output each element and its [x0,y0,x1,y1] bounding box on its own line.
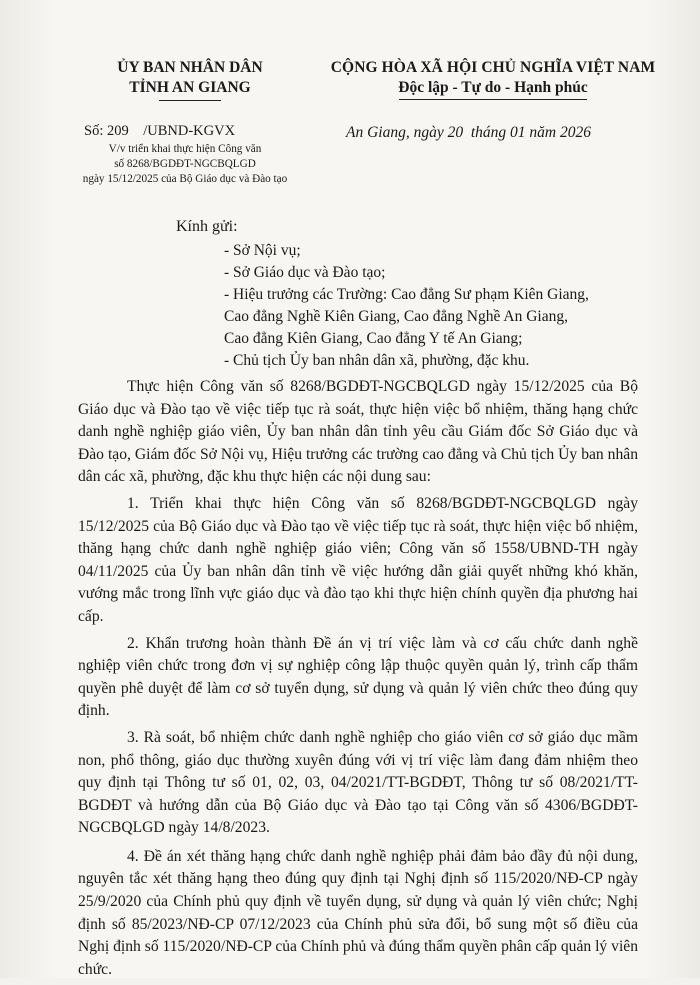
intro-paragraph: Thực hiện Công văn số 8268/BGDĐT-NGCBQLGD ngày 15/12/2025 của Bộ Giáo dục và Đào tạo về việc tiếp tục rà soát, thực hiện việc bổ nhiệm, thăng hạng chức danh nghề nghiệp giáo viên, Ủy ban nhân dân tỉnh yêu cầu Giám đốc Sở Giáo dục và Đào tạo, Giám đốc Sở Nội vụ, Hiệu trưởng các trường cao đẳng và Chủ tịch Ủy ban nhân dân các xã, phường, đặc khu thực hiện các nội dung sau: [78,378,638,486]
subject-line: ngày 15/12/2025 của Bộ Giáo dục và Đào tạo [82,173,288,185]
subject-line: số 8268/BGDĐT-NGCBQLGD [114,158,256,170]
document-number: Số: 209 /UBND-KGVX [84,123,236,139]
subject-block [60,142,310,187]
salutation: Kính gửi: [176,218,238,235]
subject-line: V/v triển khai thực hiện Công văn [108,143,262,155]
item-paragraph-3: 3. Rà soát, bổ nhiệm chức danh nghề nghiệp cho giáo viên cơ sở giáo dục mầm non, phổ thông, giáo dục thường xuyên đúng với vị trí việc làm đang đảm nhiệm theo quy định tại Thông tư số 01, 02, 03, 04/2021/TT-BGDĐT, Thông tư số 08/2021/TT-BGDĐT và hướng dẫn của Bộ Giáo dục và Đào tạo tại Công văn số 4306/BGDĐT-NGCBQLGD ngày 14/8/2023. [78,728,638,837]
item-paragraph-4: 4. Đề án xét thăng hạng chức danh nghề nghiệp phải đảm bảo đầy đủ nội dung, nguyên tắc xét thăng hạng theo đúng quy định tại Nghị định số 115/2020/NĐ-CP ngày 25/9/2020 của Chính phủ quy định về tuyển dụng, sử dụng và quản lý viên chức; Nghị định số 85/2023/NĐ-CP 07/12/2023 của Chính phủ sửa đổi, bổ sung một số điều của Nghị định số 115/2020/NĐ-CP của Chính phủ và đúng thẩm quyền phân cấp quản lý viên chức. [78,847,638,978]
recipient-item: - Sở Nội vụ; [224,242,301,259]
motto: Độc lập - Tự do - Hạnh phúc [398,79,588,96]
issuer-line-2: TỈNH AN GIANG [129,79,251,96]
national-motto-block [308,58,678,100]
issuer-block [60,58,320,101]
recipient-list [224,240,644,372]
recipient-item: - Hiệu trưởng các Trường: Cao đẳng Sư phạm Kiên Giang, [224,286,589,303]
document-body [78,376,638,985]
recipient-item: - Sở Giáo dục và Đào tạo; [224,264,386,281]
recipient-item: Cao đẳng Nghề Kiên Giang, Cao đẳng Nghề An Giang, [224,308,568,325]
issuer-line-1: ỦY BAN NHÂN DÂN [117,59,263,76]
date-line: An Giang, ngày 20 tháng 01 năm 2026 [346,124,591,141]
recipient-item: Cao đẳng Kiên Giang, Cao đẳng Y tế An Giang; [224,330,523,347]
recipient-item: - Chủ tịch Ủy ban nhân dân xã, phường, đặc khu. [224,352,530,369]
national-title: CỘNG HÒA XÃ HỘI CHỦ NGHĨA VIỆT NAM [330,59,656,76]
issuer-underline [159,100,221,101]
item-paragraph-1: 1. Triển khai thực hiện Công văn số 8268/BGDĐT-NGCBQLGD ngày 15/12/2025 của Bộ Giáo dục và Đào tạo về việc tiếp tục rà soát, thực hiện việc bổ nhiệm, thăng hạng chức danh nghề nghiệp giáo viên; Công văn số 1558/UBND-TH ngày 04/11/2025 của Ủy ban nhân dân tỉnh về việc hướng dẫn giải quyết những khó khăn, vướng mắc trong lĩnh vực giáo dục và đào tạo khi thực hiện chính quyền địa phương hai cấp. [78,494,638,625]
motto-underline [399,99,587,100]
item-paragraph-2: 2. Khẩn trương hoàn thành Đề án vị trí việc làm và cơ cấu chức danh nghề nghiệp viên chức trong đơn vị sự nghiệp công lập thuộc quyền quản lý, trình cấp thẩm quyền phê duyệt để làm cơ sở tuyển dụng, sử dụng và quản lý viên chức theo đúng quy định. [78,634,638,720]
